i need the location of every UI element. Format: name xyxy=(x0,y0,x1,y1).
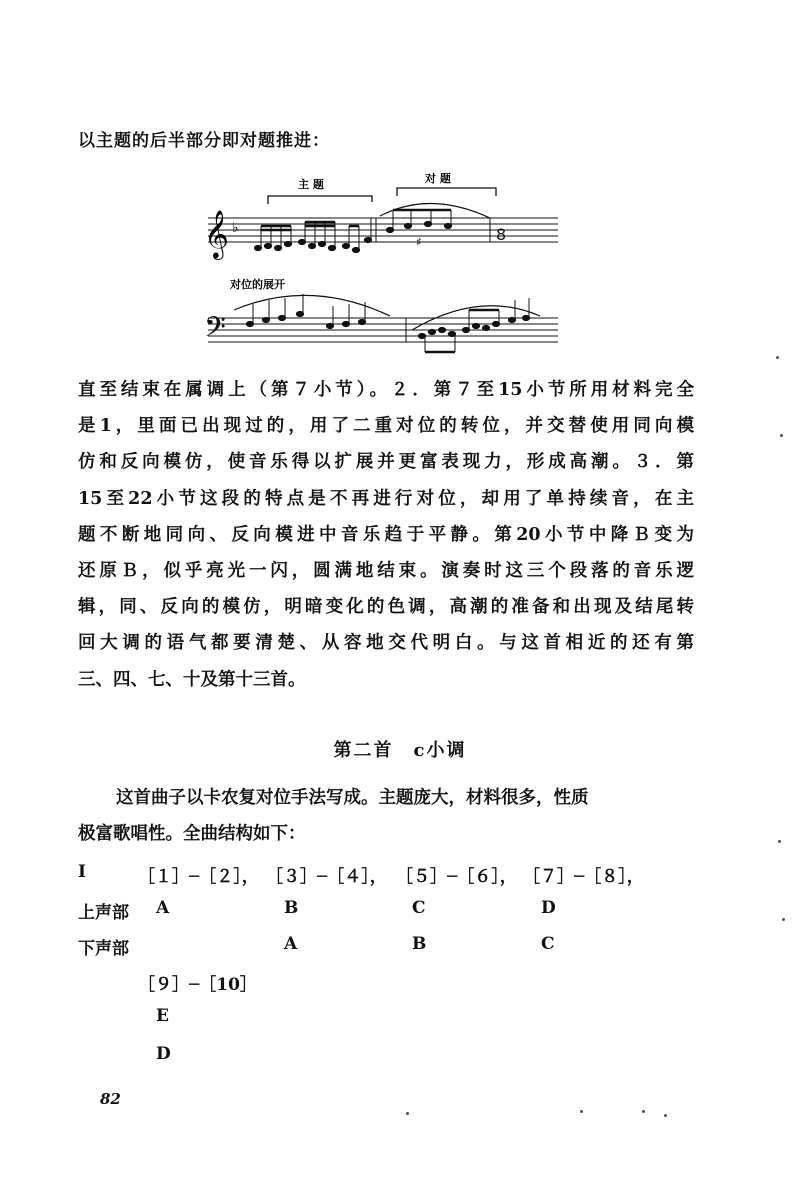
paragraph-1-line: 是1，里面已出现过的，用了二重对位的转位，并交替使用同向模 xyxy=(78,416,694,437)
structure-row-bars xyxy=(78,862,718,892)
section-letter: B xyxy=(412,934,427,954)
roman-numeral: I xyxy=(78,862,86,882)
theme-notes xyxy=(254,210,451,253)
paragraph-1 xyxy=(78,372,694,698)
bar-group-final: ［９］─［10］ xyxy=(138,975,257,995)
label-theme: 主 题 xyxy=(298,178,324,191)
paragraph-2-line: 这首曲子以卡农复对位手法写成。主题庞大，材料很多，性质 xyxy=(116,788,589,808)
paragraph-1-line: 还原Ｂ，似乎亮光一闪，圆满地结束。演奏时这三个段落的音乐逻 xyxy=(78,561,694,582)
structure-row-upper xyxy=(78,898,718,928)
section-letter: A xyxy=(284,934,298,954)
bar-group: ［３］─［４］， xyxy=(266,867,387,887)
lower-voice-label: 下声部 xyxy=(78,939,129,959)
label-develop: 对位的展开 xyxy=(230,278,285,291)
bass-clef-icon: 𝄢 xyxy=(204,311,226,351)
section-letter: B xyxy=(284,898,299,918)
section-letter: D xyxy=(541,898,556,918)
music-figure xyxy=(190,160,570,370)
section-letter: C xyxy=(412,898,426,918)
music-notation xyxy=(190,160,570,370)
intro-text: 以主题的后半部分即对题推进： xyxy=(78,131,330,151)
treble-clef-icon: 𝄞 xyxy=(204,209,229,258)
bar-group: ［５］─［６］， xyxy=(396,867,517,887)
paragraph-1-line: 三、四、七、十及第十三首。 xyxy=(78,669,306,690)
upper-voice-label: 上声部 xyxy=(78,903,129,923)
structure-row-lower xyxy=(78,934,718,964)
section-letter-final-upper: E xyxy=(156,1006,169,1026)
section-letter-final-lower: D xyxy=(156,1044,171,1064)
paragraph-1-line: 仿和反向模仿，使音乐得以扩展并更富表现力，形成高潮。３．第 xyxy=(78,452,694,473)
section-heading: 第二首 c小调 xyxy=(333,740,467,761)
paragraph-2 xyxy=(78,780,694,852)
label-counter: 对 题 xyxy=(425,172,451,185)
svg-text:8: 8 xyxy=(496,225,507,244)
bar-group: ［１］─［２］， xyxy=(138,867,259,887)
bar-group: ［７］─［８］， xyxy=(523,867,644,887)
svg-text:♭: ♭ xyxy=(232,220,239,236)
paragraph-1-line: 15至22小节这段的特点是不再进行对位，却用了单持续音，在主 xyxy=(78,488,694,509)
paragraph-1-line: 直至结束在属调上（第７小节）。２．第７至15小节所用材料完全 xyxy=(78,380,694,400)
paragraph-1-line: 辑，同、反向的模仿，明暗变化的色调，高潮的准备和出现及结尾转 xyxy=(78,597,694,618)
paragraph-1-line: 题不断地同向、反向模进中音乐趋于平静。第20小节中降Ｂ变为 xyxy=(78,524,694,545)
page-number: 82 xyxy=(100,1090,121,1108)
svg-text:♯: ♯ xyxy=(416,235,422,249)
bass-staff xyxy=(208,318,558,342)
paragraph-2-line: 极富歌唱性。全曲结构如下： xyxy=(78,824,306,844)
bass-notes xyxy=(246,294,529,352)
section-letter: C xyxy=(541,934,555,954)
section-letter: A xyxy=(156,898,170,918)
paragraph-1-line: 回大调的语气都要清楚、从容地交代明白。与这首相近的还有第 xyxy=(78,633,694,654)
